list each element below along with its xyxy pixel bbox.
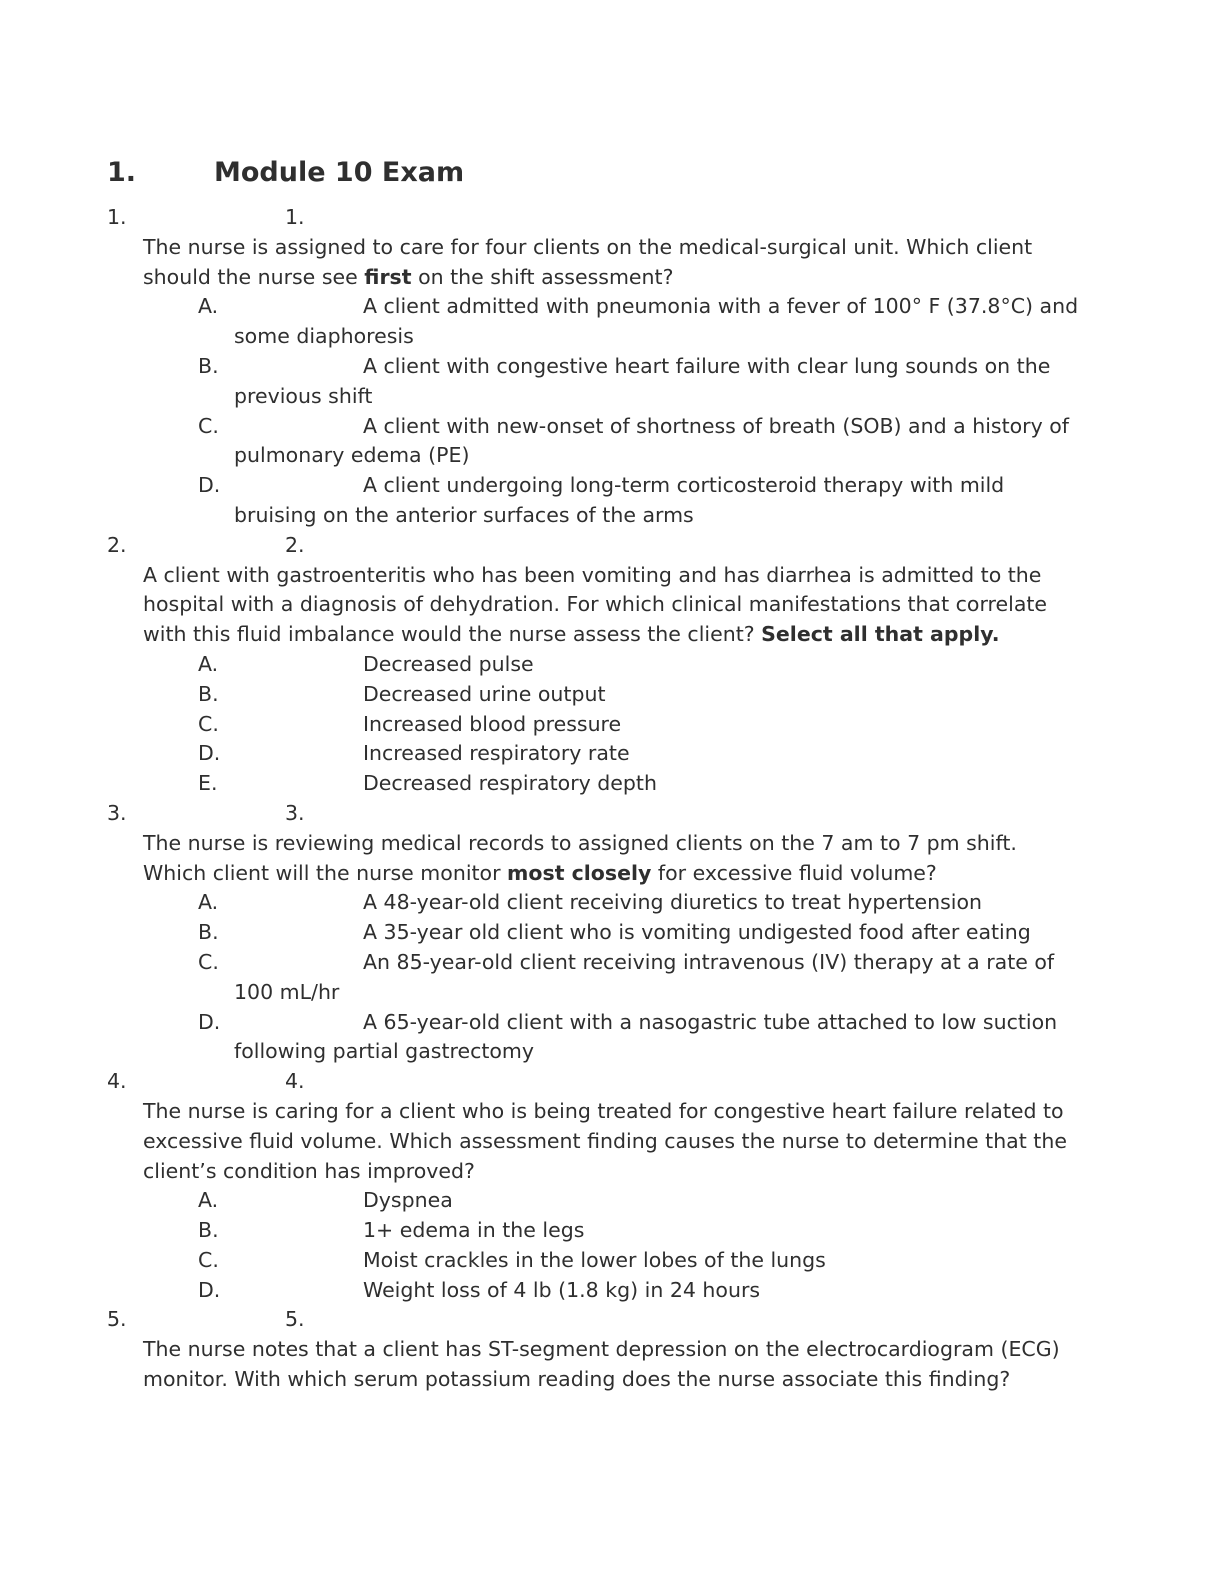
stem-text: The nurse is reviewing medical records to assigned clients on the 7 am to 7 pm shift. Which client will the nurse monitor <box>143 830 1017 885</box>
option-letter: E. <box>198 771 218 796</box>
answer-option <box>198 1008 1079 1068</box>
option-letter: C. <box>198 413 219 438</box>
stem-text: The nurse is caring for a client who is being treated for congestive heart failure related to excessive fluid volume. Which assessment finding causes the nurse to determine that the client’s condition has improved? <box>143 1098 1067 1183</box>
stem-text: The nurse is assigned to care for four clients on the medical-surgical unit. Which client should the nurse see <box>143 234 1033 289</box>
answer-option <box>198 1246 1079 1276</box>
option-text: Moist crackles in the lower lobes of the lungs <box>363 1247 826 1272</box>
option-text: A client undergoing long-term corticosteroid therapy with mild bruising on the anterior surfaces of the arms <box>234 473 1005 527</box>
stem-text: on the shift assessment? <box>411 264 674 289</box>
option-letter: C. <box>198 949 219 974</box>
question-sub-number: 2. <box>285 532 305 557</box>
stem-text: The nurse notes that a client has ST-segment depression on the electrocardiogram (ECG) monitor. With which serum potassium reading does the nurse associate this finding? <box>143 1337 1060 1392</box>
question-number: 2. <box>107 532 127 557</box>
question-stem <box>143 1097 1083 1186</box>
question-stem <box>143 829 1083 889</box>
answer-option <box>198 918 1079 948</box>
option-text: Weight loss of 4 lb (1.8 kg) in 24 hours <box>363 1277 761 1302</box>
answer-option <box>198 739 1079 769</box>
answer-option <box>198 1216 1079 1246</box>
stem-text: for excessive fluid volume? <box>651 860 937 885</box>
option-letter: C. <box>198 711 219 736</box>
question-block <box>0 1305 1224 1394</box>
option-letter: A. <box>198 1188 219 1213</box>
option-text: A client with congestive heart failure with clear lung sounds on the previous shift <box>234 353 1051 408</box>
question-number: 5. <box>107 1307 127 1332</box>
title-number: 1. <box>107 157 137 188</box>
option-letter: D. <box>198 741 221 766</box>
title-text: Module 10 Exam <box>214 157 465 188</box>
question-block <box>0 799 1224 1067</box>
option-text: Decreased respiratory depth <box>363 771 657 796</box>
emphasis-text: Select all that apply. <box>761 622 1000 647</box>
question-number-row <box>0 531 1224 561</box>
answer-option <box>198 412 1079 472</box>
answer-option <box>198 710 1079 740</box>
option-text: A 48-year-old client receiving diuretics to treat hypertension <box>363 890 983 915</box>
option-text: Decreased pulse <box>363 651 534 676</box>
answer-option <box>198 352 1079 412</box>
option-text: A client with new-onset of shortness of breath (SOB) and a history of pulmonary edema (PE) <box>234 413 1069 468</box>
emphasis-text: most closely <box>507 860 652 885</box>
option-letter: D. <box>198 1009 221 1034</box>
answer-option <box>198 948 1079 1008</box>
option-letter: D. <box>198 473 221 498</box>
question-number-row <box>0 1067 1224 1097</box>
answer-option <box>198 888 1079 918</box>
answer-option <box>198 471 1079 531</box>
option-letter: B. <box>198 681 219 706</box>
option-letter: A. <box>198 294 219 319</box>
option-letter: C. <box>198 1247 219 1272</box>
option-text: A 65-year-old client with a nasogastric tube attached to low suction following partial gastrectomy <box>234 1009 1058 1064</box>
question-number: 3. <box>107 800 127 825</box>
question-stem <box>143 1335 1083 1395</box>
question-number-row <box>0 799 1224 829</box>
answer-option <box>198 650 1079 680</box>
option-text: Increased respiratory rate <box>363 741 630 766</box>
option-text: Dyspnea <box>363 1188 453 1213</box>
answer-option <box>198 1186 1079 1216</box>
answer-option <box>198 769 1079 799</box>
question-list <box>0 203 1224 1395</box>
option-letter: A. <box>198 651 219 676</box>
option-letter: D. <box>198 1277 221 1302</box>
option-letter: A. <box>198 890 219 915</box>
answer-option <box>198 680 1079 710</box>
option-text: A 35-year old client who is vomiting undigested food after eating <box>363 920 1031 945</box>
option-text: 1+ edema in the legs <box>363 1218 585 1243</box>
question-stem <box>143 561 1083 650</box>
option-letter: B. <box>198 920 219 945</box>
question-sub-number: 3. <box>285 800 305 825</box>
emphasis-text: first <box>364 264 412 289</box>
option-text: An 85-year-old client receiving intravenous (IV) therapy at a rate of 100 mL/hr <box>234 949 1055 1004</box>
question-number: 1. <box>107 205 127 229</box>
question-sub-number: 1. <box>285 205 305 229</box>
option-text: Increased blood pressure <box>363 711 622 736</box>
question-sub-number: 5. <box>285 1307 305 1332</box>
question-block <box>0 203 1224 531</box>
option-text: Decreased urine output <box>363 681 606 706</box>
answer-option <box>198 292 1079 352</box>
question-stem <box>143 233 1083 293</box>
answer-option <box>198 1276 1079 1306</box>
option-letter: B. <box>198 353 219 378</box>
stem-text: A client with gastroenteritis who has been vomiting and has diarrhea is admitted to the hospital with a diagnosis of dehydration. For which clinical manifestations that correlate with this fluid imbalance would the nurse assess the client? <box>143 562 1048 647</box>
question-number: 4. <box>107 1069 127 1094</box>
option-text: A client admitted with pneumonia with a fever of 100° F (37.8°C) and some diaphoresis <box>234 294 1079 349</box>
question-number-row <box>0 203 1224 233</box>
question-block <box>0 531 1224 799</box>
question-number-row <box>0 1305 1224 1335</box>
question-block <box>0 1067 1224 1305</box>
option-letter: B. <box>198 1218 219 1243</box>
question-sub-number: 4. <box>285 1069 305 1094</box>
